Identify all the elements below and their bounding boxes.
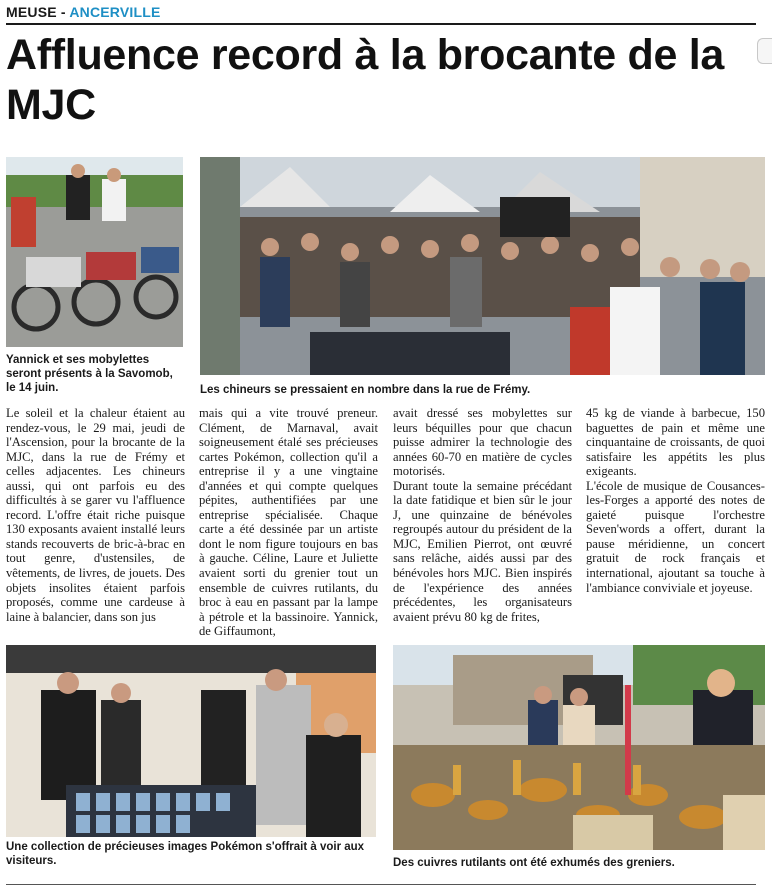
paragraph-1: Le soleil et la chaleur étaient au rendez-vous, le 29 mai, jeudi de l'Ascension, pour la brocante de la MJC, dans la rue de Frémy et celles adjacentes. Les chineurs aussi, qui ont parfois eu des difficultés à se garer vu l'affluence record. L'offre était riche puisque 130 exposants avaient installé leurs stands recouverts de bric-à-brac en tout genre, d'ustensiles, de vêtements, de livres, de jouets. Des objets insolites étaient parfois proposés, comme une cardeuse à laine à balancier, dans son jus: [6, 406, 185, 624]
crowd-caption: Les chineurs se pressaient en nombre dans la rue de Frémy.: [200, 384, 531, 396]
article-headline: Affluence record à la brocante de la MJC: [6, 31, 725, 129]
paragraph-3b: Durant toute la semaine précédant la date fatidique et bien sûr le jour J, une quinzaine de bénévoles regroupés autour du président de la MJC, Emilien Pierrot, ont œuvré sans relâche, aidés aussi par des bénévoles hors MJC. Bien inspirés de l'expérience des années précédentes, les organisateurs avaient prévu 80 kg de frites,: [393, 478, 572, 624]
crowd-photo[interactable]: [200, 157, 765, 375]
mobylette-photo-icon: [6, 157, 183, 347]
paragraph-4b: L'école de musique de Cousances-les-Forges a apporté des notes de gaieté puisque l'orchestre Seven'words a offert, durant la pause méridienne, un concert gratuit de rock français et international, ajoutant sa touche à l'ambiance conviviale et joyeuse.: [586, 478, 765, 595]
copperware-photo[interactable]: [393, 645, 765, 850]
pokemon-cards-photo-icon: [6, 645, 376, 837]
footer-rule: [6, 884, 756, 885]
page-edge-tab[interactable]: [757, 38, 772, 64]
copperware-caption: Des cuivres rutilants ont été exhumés des greniers.: [393, 857, 675, 869]
article-column-4: [586, 406, 765, 595]
article-column-3: [393, 406, 572, 624]
header-rule: [6, 23, 756, 25]
article-column-1: [6, 406, 185, 624]
copperware-photo-icon: [393, 645, 765, 850]
article-column-2: [199, 406, 378, 639]
town-label: ANCERVILLE: [69, 4, 161, 20]
section-kicker: [6, 4, 161, 20]
crowd-photo-icon: [200, 157, 765, 375]
department-label: MEUSE: [6, 4, 57, 20]
paragraph-4a: 45 kg de viande à barbecue, 150 baguettes de pain et même une cinquantaine de croissants, de quoi satisfaire les appétits les plus exigeants.: [586, 406, 765, 479]
mobylette-photo[interactable]: [6, 157, 183, 347]
kicker-separator: -: [56, 4, 70, 20]
pokemon-caption: Une collection de précieuses images Pokémon s'offrait à voir aux visiteurs.: [6, 841, 365, 867]
pokemon-cards-photo[interactable]: [6, 645, 376, 837]
paragraph-2: mais qui a vite trouvé preneur. Clément, de Marnaval, avait soigneusement étalé ses précieuses cartes Pokémon, collection qu'il a entreprise il y a une vingtaine d'années et qui compte quelques pépites, authentifiées par une entreprise spécialisée. Chaque carte a été dessinée par un artiste dont le nom figure toujours en bas à gauche. Céline, Laure et Juliette avaient sorti du grenier tout un ensemble de cuivres rutilants, du broc à eau en passant par la lampe à pétrole et la bassinoire. Yannick, de Giffaumont,: [199, 406, 378, 639]
mobylette-caption: Yannick et ses mobylettes seront présents à la Savomob, le 14 juin.: [6, 354, 173, 394]
paragraph-3a: avait dressé ses mobylettes sur leurs béquilles pour que chacun puisse admirer la technologie des années 60-70 en matière de cycles motorisés.: [393, 406, 572, 479]
